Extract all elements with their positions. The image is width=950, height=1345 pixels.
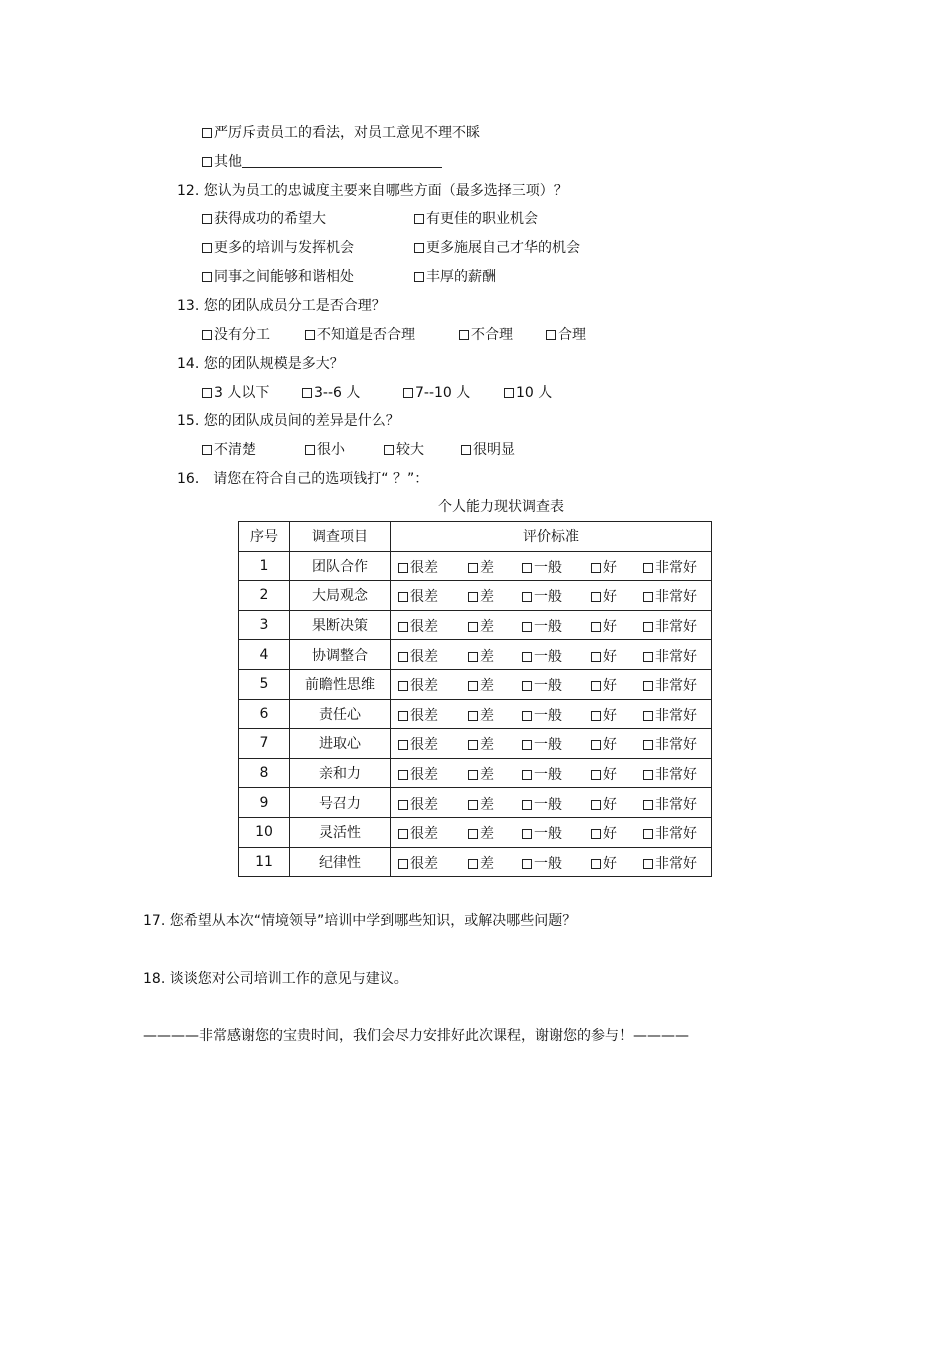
rating-label: 非常好 <box>655 559 697 576</box>
q15-question: 15. 您的团队成员间的差异是什么？ <box>177 413 400 429</box>
table-title: 个人能力现状调查表 <box>438 499 564 515</box>
table-row <box>239 817 712 847</box>
row-item: 灵活性 <box>290 817 391 847</box>
rating-option[interactable] <box>398 675 438 695</box>
checkbox[interactable] <box>522 592 532 602</box>
checkbox[interactable] <box>522 563 532 573</box>
rating-option[interactable] <box>643 764 697 784</box>
rating-option[interactable] <box>591 616 617 636</box>
table-row <box>239 729 712 759</box>
table-header-row <box>239 522 712 552</box>
rating-option[interactable] <box>591 823 617 843</box>
table-row <box>239 581 712 611</box>
q13-option-4[interactable]: 合理 <box>546 326 586 344</box>
checkbox[interactable] <box>414 214 424 224</box>
rating-label: 一般 <box>534 559 562 576</box>
row-item: 号召力 <box>290 788 391 818</box>
q12-option-3[interactable]: 更多的培训与发挥机会 <box>202 239 354 257</box>
rating-label: 非常好 <box>655 767 697 784</box>
checkbox[interactable] <box>414 272 424 282</box>
rating-label: 很差 <box>410 648 438 665</box>
q11-option-other[interactable]: 其他 <box>202 153 442 171</box>
row-ratings <box>391 610 712 640</box>
checkbox[interactable] <box>643 800 653 810</box>
checkbox[interactable] <box>384 445 394 455</box>
rating-option[interactable] <box>522 586 562 606</box>
rating-label: 差 <box>480 855 494 872</box>
row-item: 进取心 <box>290 729 391 759</box>
rating-label: 好 <box>603 767 617 784</box>
row-ratings <box>391 581 712 611</box>
rating-label: 很差 <box>410 737 438 754</box>
rating-label: 好 <box>603 589 617 606</box>
rating-option[interactable] <box>468 764 494 784</box>
row-no: 1 <box>239 551 290 581</box>
rating-option[interactable] <box>398 764 438 784</box>
rating-label: 差 <box>480 589 494 606</box>
rating-option[interactable] <box>398 646 438 666</box>
rating-label: 好 <box>603 619 617 636</box>
rating-label: 好 <box>603 707 617 724</box>
row-no: 5 <box>239 669 290 699</box>
checkbox[interactable] <box>522 652 532 662</box>
checkbox[interactable] <box>522 800 532 810</box>
q15-option-4[interactable]: 很明显 <box>461 441 515 459</box>
table-row <box>239 669 712 699</box>
rating-option[interactable] <box>398 794 438 814</box>
rating-label: 很差 <box>410 559 438 576</box>
checkbox[interactable] <box>591 652 601 662</box>
q13-option-2[interactable]: 不知道是否合理 <box>305 326 415 344</box>
q12-option-6[interactable]: 丰厚的薪酬 <box>414 268 496 286</box>
rating-label: 一般 <box>534 767 562 784</box>
checkbox[interactable] <box>202 214 212 224</box>
rating-option[interactable] <box>591 675 617 695</box>
rating-label: 很差 <box>410 796 438 813</box>
rating-label: 很差 <box>410 767 438 784</box>
checkbox[interactable] <box>522 859 532 869</box>
header-item: 调查项目 <box>290 522 391 552</box>
checkbox[interactable] <box>459 330 469 340</box>
q13-option-1[interactable]: 没有分工 <box>202 326 270 344</box>
rating-label: 一般 <box>534 826 562 843</box>
rating-option[interactable] <box>468 734 494 754</box>
checkbox[interactable] <box>591 622 601 632</box>
rating-label: 一般 <box>534 648 562 665</box>
q12-option-2[interactable]: 有更佳的职业机会 <box>414 210 538 228</box>
rating-label: 非常好 <box>655 796 697 813</box>
checkbox[interactable] <box>591 711 601 721</box>
checkbox[interactable] <box>591 681 601 691</box>
rating-option[interactable] <box>522 794 562 814</box>
checkbox[interactable] <box>643 622 653 632</box>
closing-note: ————非常感谢您的宝贵时间，我们会尽力安排好此次课程，谢谢您的参与！———— <box>143 1028 689 1044</box>
checkbox[interactable] <box>522 740 532 750</box>
row-no: 4 <box>239 640 290 670</box>
rating-label: 好 <box>603 648 617 665</box>
rating-option[interactable] <box>468 853 494 873</box>
row-no: 9 <box>239 788 290 818</box>
rating-label: 非常好 <box>655 855 697 872</box>
rating-label: 很差 <box>410 619 438 636</box>
checkbox[interactable] <box>522 770 532 780</box>
checkbox[interactable] <box>468 859 478 869</box>
rating-label: 一般 <box>534 678 562 695</box>
checkbox[interactable] <box>398 859 408 869</box>
rating-option[interactable] <box>643 586 697 606</box>
q15-option-3[interactable]: 较大 <box>384 441 424 459</box>
rating-option[interactable] <box>643 823 697 843</box>
rating-label: 一般 <box>534 796 562 813</box>
q14-question: 14. 您的团队规模是多大？ <box>177 356 344 372</box>
row-item: 纪律性 <box>290 847 391 877</box>
checkbox[interactable] <box>643 652 653 662</box>
checkbox[interactable] <box>643 563 653 573</box>
row-ratings <box>391 699 712 729</box>
checkbox[interactable] <box>522 681 532 691</box>
rating-label: 一般 <box>534 737 562 754</box>
row-ratings <box>391 669 712 699</box>
checkbox[interactable] <box>468 800 478 810</box>
rating-option[interactable] <box>468 616 494 636</box>
row-ratings <box>391 640 712 670</box>
rating-option[interactable] <box>468 823 494 843</box>
checkbox[interactable] <box>643 681 653 691</box>
rating-option[interactable] <box>522 557 562 577</box>
checkbox[interactable] <box>643 711 653 721</box>
rating-label: 差 <box>480 619 494 636</box>
row-no: 2 <box>239 581 290 611</box>
row-item: 责任心 <box>290 699 391 729</box>
checkbox[interactable] <box>398 740 408 750</box>
checkbox[interactable] <box>643 829 653 839</box>
q14-option-4[interactable]: 10 人 <box>504 384 552 402</box>
checkbox[interactable] <box>302 388 312 398</box>
rating-option[interactable] <box>522 734 562 754</box>
rating-option[interactable] <box>591 764 617 784</box>
rating-option[interactable] <box>591 734 617 754</box>
q13-option-3[interactable]: 不合理 <box>459 326 513 344</box>
checkbox[interactable] <box>398 681 408 691</box>
fill-in-blank[interactable] <box>242 153 442 168</box>
checkbox[interactable] <box>398 592 408 602</box>
checkbox[interactable] <box>305 445 315 455</box>
rating-option[interactable] <box>468 675 494 695</box>
rating-option[interactable] <box>468 705 494 725</box>
checkbox[interactable] <box>202 330 212 340</box>
checkbox[interactable] <box>461 445 471 455</box>
checkbox[interactable] <box>591 859 601 869</box>
rating-option[interactable] <box>398 705 438 725</box>
q14-option-1[interactable]: 3 人以下 <box>202 384 269 402</box>
checkbox[interactable] <box>305 330 315 340</box>
q14-option-3[interactable]: 7--10 人 <box>403 384 470 402</box>
checkbox[interactable] <box>202 128 212 138</box>
q18-question: 18. 谈谈您对公司培训工作的意见与建议。 <box>143 971 408 987</box>
rating-label: 一般 <box>534 589 562 606</box>
checkbox[interactable] <box>643 770 653 780</box>
checkbox[interactable] <box>591 592 601 602</box>
rating-option[interactable] <box>643 557 697 577</box>
rating-label: 差 <box>480 559 494 576</box>
rating-option[interactable] <box>591 794 617 814</box>
rating-label: 差 <box>480 796 494 813</box>
header-no: 序号 <box>239 522 290 552</box>
checkbox[interactable] <box>468 652 478 662</box>
checkbox[interactable] <box>398 563 408 573</box>
q12-option-5[interactable]: 同事之间能够和谐相处 <box>202 268 354 286</box>
q15-option-2[interactable]: 很小 <box>305 441 345 459</box>
q11-option-e[interactable]: 严厉斥责员工的看法，对员工意见不理不睬 <box>202 124 480 142</box>
checkbox[interactable] <box>202 388 212 398</box>
row-item: 果断决策 <box>290 610 391 640</box>
checkbox[interactable] <box>202 157 212 167</box>
rating-label: 差 <box>480 707 494 724</box>
rating-option[interactable] <box>522 823 562 843</box>
table-row <box>239 788 712 818</box>
q12-question: 12. 您认为员工的忠诚度主要来自哪些方面（最多选择三项）？ <box>177 183 568 199</box>
checkbox[interactable] <box>403 388 413 398</box>
checkbox[interactable] <box>468 563 478 573</box>
checkbox[interactable] <box>468 740 478 750</box>
rating-label: 一般 <box>534 619 562 636</box>
rating-option[interactable] <box>522 616 562 636</box>
row-item: 大局观念 <box>290 581 391 611</box>
rating-option[interactable] <box>643 794 697 814</box>
rating-option[interactable] <box>643 675 697 695</box>
rating-label: 差 <box>480 648 494 665</box>
rating-option[interactable] <box>591 705 617 725</box>
checkbox[interactable] <box>522 711 532 721</box>
rating-option[interactable] <box>643 734 697 754</box>
checkbox[interactable] <box>202 243 212 253</box>
rating-label: 非常好 <box>655 707 697 724</box>
rating-label: 一般 <box>534 855 562 872</box>
checkbox[interactable] <box>643 592 653 602</box>
checkbox[interactable] <box>591 800 601 810</box>
rating-label: 好 <box>603 826 617 843</box>
rating-option[interactable] <box>643 616 697 636</box>
rating-label: 非常好 <box>655 619 697 636</box>
checkbox[interactable] <box>468 592 478 602</box>
checkbox[interactable] <box>468 711 478 721</box>
row-ratings <box>391 729 712 759</box>
rating-label: 差 <box>480 826 494 843</box>
row-no: 3 <box>239 610 290 640</box>
rating-label: 非常好 <box>655 589 697 606</box>
rating-option[interactable] <box>591 853 617 873</box>
table-row <box>239 847 712 877</box>
rating-label: 非常好 <box>655 826 697 843</box>
rating-label: 好 <box>603 678 617 695</box>
rating-option[interactable] <box>522 646 562 666</box>
rating-option[interactable] <box>591 586 617 606</box>
checkbox[interactable] <box>398 829 408 839</box>
table-row <box>239 610 712 640</box>
checkbox[interactable] <box>591 740 601 750</box>
rating-label: 很差 <box>410 826 438 843</box>
rating-option[interactable] <box>398 557 438 577</box>
checkbox[interactable] <box>398 622 408 632</box>
q12-option-4[interactable]: 更多施展自己才华的机会 <box>414 239 580 257</box>
rating-label: 一般 <box>534 707 562 724</box>
rating-label: 好 <box>603 855 617 872</box>
rating-option[interactable] <box>522 853 562 873</box>
rating-option[interactable] <box>591 646 617 666</box>
checkbox[interactable] <box>643 740 653 750</box>
rating-option[interactable] <box>398 823 438 843</box>
rating-option[interactable] <box>591 557 617 577</box>
row-ratings <box>391 551 712 581</box>
table-row <box>239 699 712 729</box>
q13-question: 13. 您的团队成员分工是否合理？ <box>177 298 386 314</box>
rating-option[interactable] <box>522 764 562 784</box>
row-ratings <box>391 788 712 818</box>
checkbox[interactable] <box>591 563 601 573</box>
row-no: 10 <box>239 817 290 847</box>
rating-option[interactable] <box>398 853 438 873</box>
rating-label: 差 <box>480 767 494 784</box>
checkbox[interactable] <box>398 711 408 721</box>
rating-option[interactable] <box>468 586 494 606</box>
q14-option-2[interactable]: 3--6 人 <box>302 384 360 402</box>
checkbox[interactable] <box>398 652 408 662</box>
row-item: 协调整合 <box>290 640 391 670</box>
checkbox[interactable] <box>468 622 478 632</box>
table-row <box>239 551 712 581</box>
rating-label: 非常好 <box>655 678 697 695</box>
rating-option[interactable] <box>468 646 494 666</box>
rating-label: 很差 <box>410 589 438 606</box>
checkbox[interactable] <box>398 800 408 810</box>
rating-label: 好 <box>603 737 617 754</box>
rating-option[interactable] <box>398 586 438 606</box>
header-criteria: 评价标准 <box>391 522 712 552</box>
checkbox[interactable] <box>414 243 424 253</box>
rating-option[interactable] <box>398 616 438 636</box>
rating-option[interactable] <box>468 557 494 577</box>
row-ratings <box>391 847 712 877</box>
row-item: 前瞻性思维 <box>290 669 391 699</box>
checkbox[interactable] <box>468 681 478 691</box>
q12-option-1[interactable]: 获得成功的希望大 <box>202 210 326 228</box>
rating-label: 很差 <box>410 678 438 695</box>
checkbox[interactable] <box>468 770 478 780</box>
checkbox[interactable] <box>398 770 408 780</box>
table-row <box>239 758 712 788</box>
row-ratings <box>391 758 712 788</box>
row-no: 6 <box>239 699 290 729</box>
row-no: 7 <box>239 729 290 759</box>
rating-label: 好 <box>603 796 617 813</box>
rating-label: 非常好 <box>655 737 697 754</box>
q16-question: 16． 请您在符合自己的选项钱打“ ？”： <box>177 471 429 487</box>
row-ratings <box>391 817 712 847</box>
ability-survey-table <box>238 521 712 877</box>
checkbox[interactable] <box>468 829 478 839</box>
rating-option[interactable] <box>468 794 494 814</box>
rating-label: 差 <box>480 737 494 754</box>
checkbox[interactable] <box>202 272 212 282</box>
checkbox[interactable] <box>522 622 532 632</box>
rating-label: 好 <box>603 559 617 576</box>
rating-option[interactable] <box>643 705 697 725</box>
row-no: 8 <box>239 758 290 788</box>
rating-label: 很差 <box>410 707 438 724</box>
rating-option[interactable] <box>643 646 697 666</box>
rating-option[interactable] <box>522 705 562 725</box>
checkbox[interactable] <box>202 445 212 455</box>
q15-option-1[interactable]: 不清楚 <box>202 441 256 459</box>
checkbox[interactable] <box>522 829 532 839</box>
checkbox[interactable] <box>504 388 514 398</box>
checkbox[interactable] <box>546 330 556 340</box>
row-item: 团队合作 <box>290 551 391 581</box>
rating-option[interactable] <box>398 734 438 754</box>
q17-question: 17. 您希望从本次“情境领导”培训中学到哪些知识，或解决哪些问题？ <box>143 913 577 929</box>
row-no: 11 <box>239 847 290 877</box>
rating-label: 非常好 <box>655 648 697 665</box>
checkbox[interactable] <box>591 829 601 839</box>
row-item: 亲和力 <box>290 758 391 788</box>
rating-label: 差 <box>480 678 494 695</box>
table-row <box>239 640 712 670</box>
rating-option[interactable] <box>643 853 697 873</box>
checkbox[interactable] <box>643 859 653 869</box>
rating-label: 很差 <box>410 855 438 872</box>
rating-option[interactable] <box>522 675 562 695</box>
checkbox[interactable] <box>591 770 601 780</box>
